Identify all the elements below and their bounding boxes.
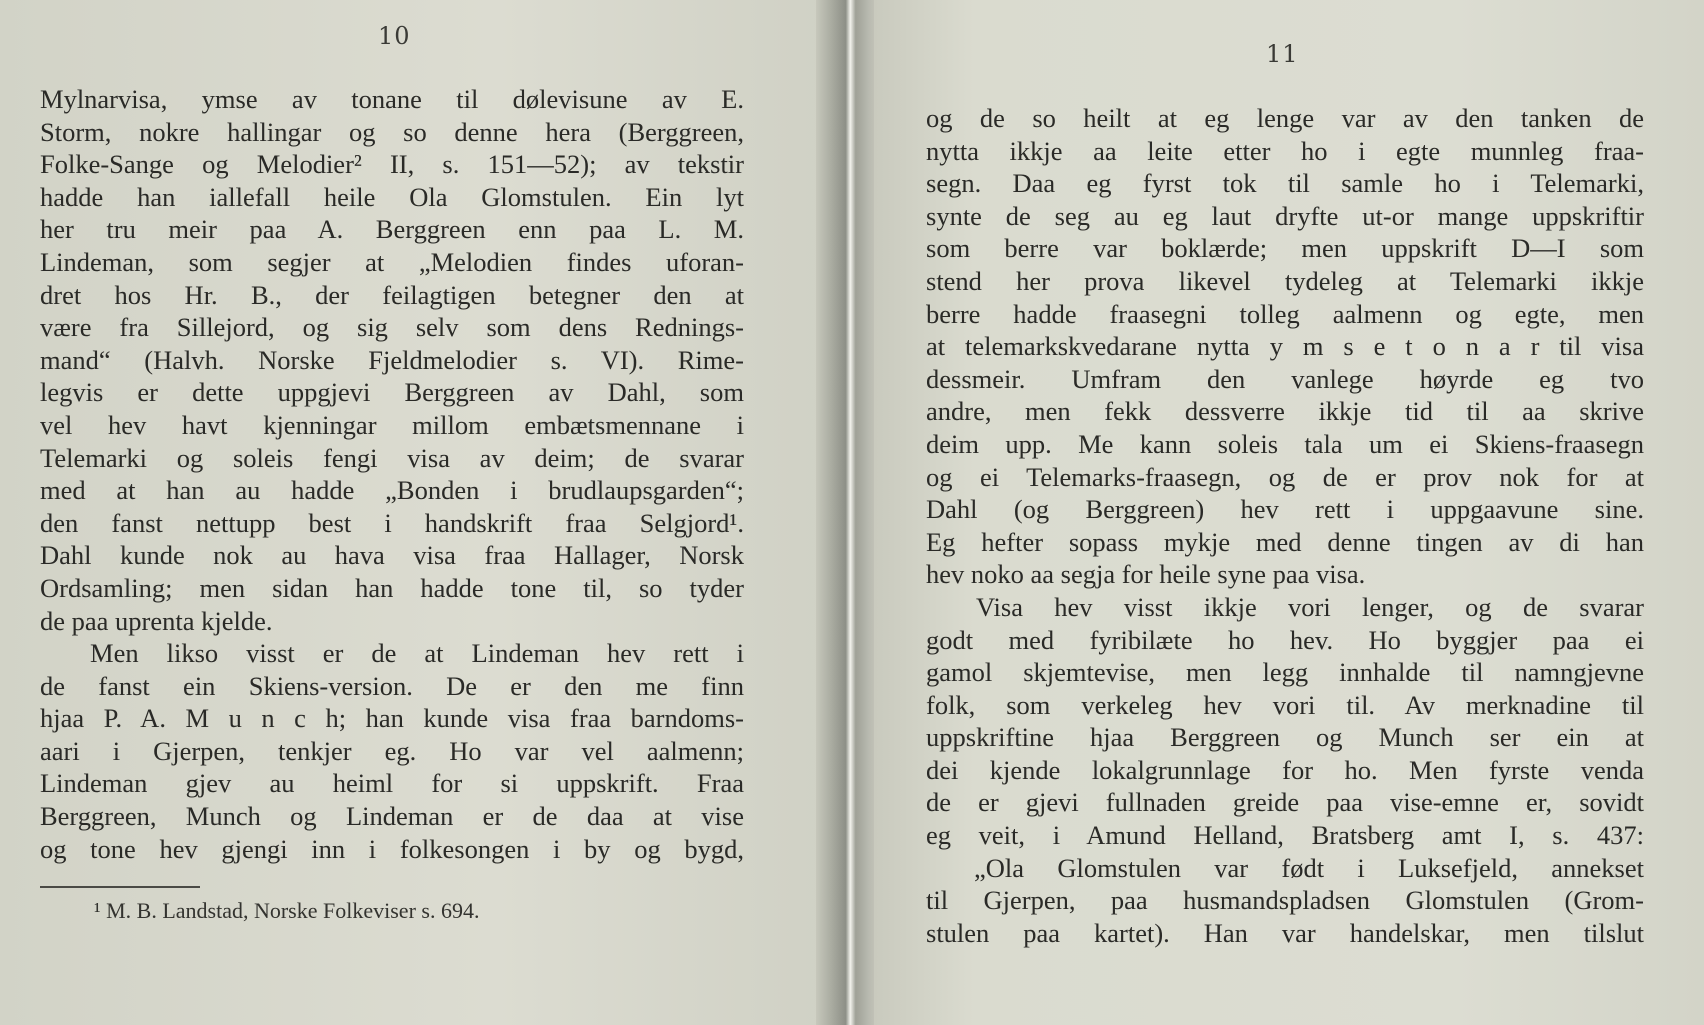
text-line: de er gjevi fullnaden greide paa vise-emne er, sovidt: [926, 787, 1644, 818]
right-page: [874, 0, 1704, 1025]
text-line: Visa hev visst ikkje vori lenger, og de svarar: [976, 591, 1644, 622]
text-line: Telemarki og soleis fengi visa av deim; de svarar: [40, 442, 744, 473]
text-line: og de so heilt at eg lenge var av den tanken de: [926, 103, 1644, 133]
text-line: dret hos Hr. B., der feilagtigen betegner den at: [40, 279, 744, 310]
footnote-rule: [40, 886, 200, 888]
footnote: ¹ M. B. Landstad, Norske Folkeviser s. 694.: [94, 898, 480, 923]
page-body: [40, 83, 744, 865]
text-line: her tru meir paa A. Berggreen enn paa L. M.: [40, 214, 744, 245]
text-line: Storm, nokre hallingar og so denne hera (Berggreen,: [40, 116, 744, 147]
text-line: Lindeman, som segjer at „Melodien findes uforan-: [40, 246, 744, 277]
text-line: Mylnarvisa, ymse av tonane til dølevisune av E.: [40, 84, 744, 114]
text-line: aari i Gjerpen, tenkjer eg. Ho var vel aalmenn;: [40, 735, 744, 766]
text-line: Men likso visst er de at Lindeman hev rett i: [90, 638, 744, 669]
text-line: til Gjerpen, paa husmandspladsen Glomstulen (Grom-: [926, 885, 1644, 916]
text-line: Folke-Sange og Melodier² II, s. 151—52); av tekstir: [40, 149, 744, 180]
text-line: dei kjende lokalgrunnlage for ho. Men fyrste venda: [926, 754, 1644, 785]
text-line: segn. Daa eg fyrst tok til samle ho i Telemarki,: [926, 168, 1644, 199]
page-number: 11: [1266, 40, 1299, 68]
text-line: Dahl (og Berggreen) hev rett i uppgaavune sine.: [926, 494, 1644, 525]
text-line: Ordsamling; men sidan han hadde tone til, so tyder: [40, 572, 744, 603]
text-line: synte de seg au eg laut dryfte ut-or mange uppskriftir: [926, 200, 1644, 231]
text-line: uppskriftine hjaa Berggreen og Munch ser ein at: [926, 722, 1644, 753]
text-line: hev noko aa segja for heile syne paa visa.: [926, 559, 1366, 590]
text-line: folk, som verkeleg hev vori til. Av merknadine til: [926, 689, 1644, 720]
text-line: stulen paa kartet). Han var handelskar, men tilslut: [926, 917, 1644, 948]
text-line: berre hadde fraasegni tolleg aalmenn og egte, men: [926, 298, 1644, 329]
text-line: de fanst ein Skiens-version. De er den me finn: [40, 670, 744, 701]
text-line: de paa uprenta kjelde.: [40, 605, 273, 636]
text-line: dessmeir. Umfram den vanlege høyrde eg tvo: [926, 363, 1644, 394]
text-line: og ei Telemarks-fraasegn, og de er prov nok for at: [926, 461, 1644, 492]
text-line: „Ola Glomstulen var født i Luksefjeld, annekset: [974, 852, 1644, 883]
text-line: legvis er dette uppgjevi Berggreen av Dahl, som: [40, 377, 744, 408]
text-line: stend her prova likevel tydeleg at Telemarki ikkje: [926, 265, 1644, 296]
text-line: vel hev havt kjenningar millom embætsmennane i: [40, 409, 744, 440]
text-line: være fra Sillejord, og sig selv som dens Rednings-: [40, 312, 744, 343]
left-page: [0, 0, 826, 1025]
text-line: den fanst nettupp best i handskrift fraa Selgjord¹.: [40, 507, 744, 538]
text-line: Dahl kunde nok au hava visa fraa Hallager, Norsk: [40, 540, 744, 571]
page-body: [926, 102, 1644, 949]
text-line: eg veit, i Amund Helland, Bratsberg amt I, s. 437:: [926, 820, 1644, 851]
text-line: deim upp. Me kann soleis tala um ei Skiens-fraasegn: [926, 428, 1644, 459]
text-line: hjaa P. A. M u n c h; han kunde visa fraa barndoms-: [40, 703, 744, 734]
page-number: 10: [378, 22, 411, 50]
text-line: hadde han iallefall heile Ola Glomstulen. Ein lyt: [40, 181, 744, 212]
text-line: andre, men fekk dessverre ikkje tid til aa skrive: [926, 396, 1644, 427]
text-line: og tone hev gjengi inn i folkesongen i by og bygd,: [40, 833, 744, 864]
text-line: nytta ikkje aa leite etter ho i egte munnleg fraa-: [926, 135, 1644, 166]
text-line: at telemarkskvedarane nytta y m s e t o n a r til visa: [926, 331, 1644, 362]
text-line: som berre var boklærde; men uppskrift D—I som: [926, 233, 1644, 264]
text-line: med at han au hadde „Bonden i brudlaupsgarden“;: [40, 475, 744, 506]
text-line: Eg hefter sopass mykje med denne tingen av di han: [926, 526, 1644, 557]
text-line: godt med fyribilæte ho hev. Ho byggjer paa ei: [926, 624, 1644, 655]
text-line: gamol skjemtevise, men legg innhalde til namngjevne: [926, 657, 1644, 688]
book-gutter: [816, 0, 882, 1025]
text-line: mand“ (Halvh. Norske Fjeldmelodier s. VI). Rime-: [40, 344, 744, 375]
text-line: Lindeman gjev au heiml for si uppskrift. Fraa: [40, 768, 744, 799]
text-line: Berggreen, Munch og Lindeman er de daa at vise: [40, 801, 744, 832]
